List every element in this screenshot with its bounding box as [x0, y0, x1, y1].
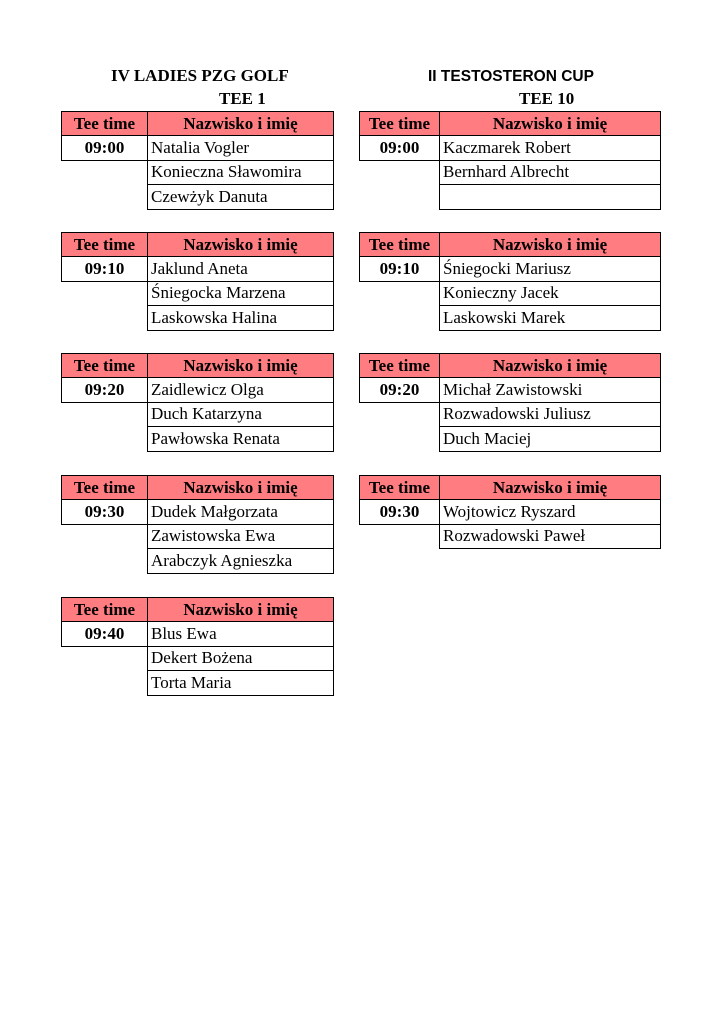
- player-name: Czewżyk Danuta: [148, 185, 334, 209]
- player-name: Dudek Małgorzata: [148, 500, 334, 524]
- table-header-row: [360, 354, 661, 378]
- left-event-title: IV LADIES PZG GOLF: [111, 66, 289, 85]
- tee-time-header: Tee time: [360, 112, 440, 136]
- player-name: Bernhard Albrecht: [440, 160, 661, 184]
- empty-cell: [62, 549, 148, 573]
- player-name: Konieczna Sławomira: [148, 160, 334, 184]
- player-name: Konieczny Jacek: [440, 281, 661, 305]
- empty-cell: [360, 524, 440, 548]
- tee-time-value: 09:20: [62, 378, 148, 402]
- tee-time-value: 09:10: [62, 257, 148, 281]
- left-group-table: [61, 232, 334, 331]
- player-name: Śniegocki Mariusz: [440, 257, 661, 281]
- empty-cell: [62, 427, 148, 451]
- table-row: [62, 257, 334, 281]
- left-group-table: [61, 111, 334, 210]
- tee-time-value: 09:30: [62, 500, 148, 524]
- table-row: [360, 500, 661, 524]
- tee-time-value: 09:00: [62, 136, 148, 160]
- right-group-table: [359, 475, 661, 549]
- player-name: Michał Zawistowski: [440, 378, 661, 402]
- left-tee-label: TEE 1: [219, 89, 266, 108]
- tee-time-header: Tee time: [360, 476, 440, 500]
- right-group-table: [359, 232, 661, 331]
- name-header: Nazwisko i imię: [148, 476, 334, 500]
- table-row: [62, 281, 334, 305]
- table-row: [360, 378, 661, 402]
- player-name: Wojtowicz Ryszard: [440, 500, 661, 524]
- table-header-row: [360, 476, 661, 500]
- table-row: [360, 524, 661, 548]
- tee-time-value: 09:00: [360, 136, 440, 160]
- empty-cell: [360, 281, 440, 305]
- empty-cell: [360, 427, 440, 451]
- tee-time-header: Tee time: [62, 354, 148, 378]
- name-header: Nazwisko i imię: [148, 233, 334, 257]
- table-row: [360, 185, 661, 209]
- table-header-row: [360, 112, 661, 136]
- player-name: Jaklund Aneta: [148, 257, 334, 281]
- tee-time-header: Tee time: [62, 476, 148, 500]
- left-group-table: [61, 475, 334, 574]
- table-row: [360, 281, 661, 305]
- name-header: Nazwisko i imię: [440, 476, 661, 500]
- table-header-row: [62, 112, 334, 136]
- empty-cell: [62, 671, 148, 695]
- player-name: Natalia Vogler: [148, 136, 334, 160]
- table-row: [360, 160, 661, 184]
- player-name: Duch Maciej: [440, 427, 661, 451]
- table-row: [360, 306, 661, 330]
- table-row: [360, 402, 661, 426]
- table-row: [62, 160, 334, 184]
- tee-time-header: Tee time: [360, 354, 440, 378]
- player-name: Zawistowska Ewa: [148, 524, 334, 548]
- tee-time-header: Tee time: [62, 233, 148, 257]
- tee-time-header: Tee time: [360, 233, 440, 257]
- table-row: [62, 185, 334, 209]
- empty-cell: [62, 281, 148, 305]
- table-row: [62, 646, 334, 670]
- empty-cell: [62, 402, 148, 426]
- player-name: Laskowski Marek: [440, 306, 661, 330]
- player-name: Śniegocka Marzena: [148, 281, 334, 305]
- name-header: Nazwisko i imię: [440, 233, 661, 257]
- name-header: Nazwisko i imię: [148, 598, 334, 622]
- player-name: [440, 185, 661, 209]
- left-group-table: [61, 597, 334, 696]
- player-name: Laskowska Halina: [148, 306, 334, 330]
- table-row: [62, 402, 334, 426]
- tee-time-value: 09:20: [360, 378, 440, 402]
- table-row: [62, 524, 334, 548]
- name-header: Nazwisko i imię: [440, 112, 661, 136]
- right-group-table: [359, 353, 661, 452]
- empty-cell: [62, 185, 148, 209]
- empty-cell: [62, 306, 148, 330]
- empty-cell: [360, 160, 440, 184]
- player-name: Rozwadowski Paweł: [440, 524, 661, 548]
- name-header: Nazwisko i imię: [440, 354, 661, 378]
- table-header-row: [360, 233, 661, 257]
- table-row: [62, 671, 334, 695]
- player-name: Torta Maria: [148, 671, 334, 695]
- table-row: [360, 257, 661, 281]
- table-header-row: [62, 354, 334, 378]
- player-name: Pawłowska Renata: [148, 427, 334, 451]
- table-row: [62, 622, 334, 646]
- empty-cell: [360, 402, 440, 426]
- table-row: [62, 306, 334, 330]
- table-header-row: [62, 476, 334, 500]
- tee-time-value: 09:40: [62, 622, 148, 646]
- table-row: [360, 136, 661, 160]
- tee-time-header: Tee time: [62, 598, 148, 622]
- empty-cell: [360, 185, 440, 209]
- player-name: Dekert Bożena: [148, 646, 334, 670]
- player-name: Arabczyk Agnieszka: [148, 549, 334, 573]
- player-name: Duch Katarzyna: [148, 402, 334, 426]
- tee-time-header: Tee time: [62, 112, 148, 136]
- right-event-title: II TESTOSTERON CUP: [428, 68, 594, 85]
- table-row: [62, 378, 334, 402]
- right-tee-label: TEE 10: [519, 89, 575, 108]
- table-header-row: [62, 233, 334, 257]
- player-name: Kaczmarek Robert: [440, 136, 661, 160]
- table-row: [62, 549, 334, 573]
- tee-time-value: 09:30: [360, 500, 440, 524]
- right-group-table: [359, 111, 661, 210]
- player-name: Blus Ewa: [148, 622, 334, 646]
- tee-time-value: 09:10: [360, 257, 440, 281]
- player-name: Zaidlewicz Olga: [148, 378, 334, 402]
- table-header-row: [62, 598, 334, 622]
- empty-cell: [360, 306, 440, 330]
- name-header: Nazwisko i imię: [148, 112, 334, 136]
- empty-cell: [62, 646, 148, 670]
- empty-cell: [62, 160, 148, 184]
- table-row: [62, 427, 334, 451]
- player-name: Rozwadowski Juliusz: [440, 402, 661, 426]
- table-row: [360, 427, 661, 451]
- table-row: [62, 500, 334, 524]
- left-group-table: [61, 353, 334, 452]
- table-row: [62, 136, 334, 160]
- empty-cell: [62, 524, 148, 548]
- name-header: Nazwisko i imię: [148, 354, 334, 378]
